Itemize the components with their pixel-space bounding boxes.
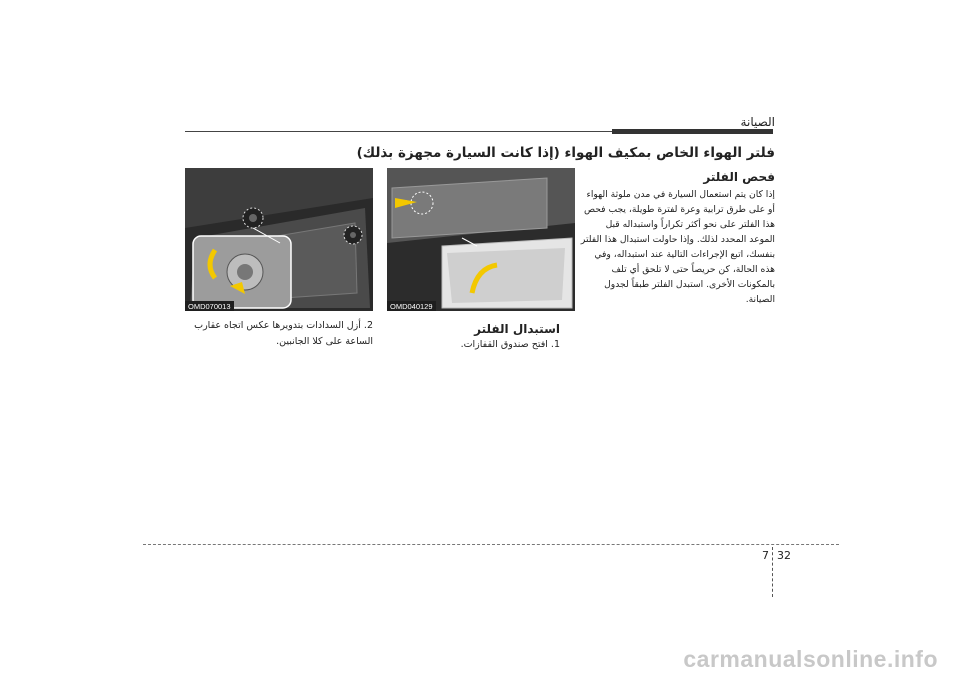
step-1-text: 1. افتح صندوق القفازات. <box>460 339 560 350</box>
image-code-label: OMD070013 <box>185 301 234 311</box>
photo-glovebox-open <box>387 168 575 311</box>
page-number-divider <box>772 547 773 597</box>
header-title: الصيانة <box>740 115 775 129</box>
filter-replace-heading: استبدال الفلتر <box>474 322 560 336</box>
glovebox-caps-illustration <box>185 168 373 311</box>
chapter-number: 7 <box>762 549 769 562</box>
glovebox-open-illustration <box>387 168 575 311</box>
filter-check-paragraph: إذا كان يتم استعمال السيارة في مدن ملوثة الهواء أو على طرق ترابية وعرة لفترة طويلة، يجب فحص هذا الفلتر على نحو أكثر تكراراً واستبداله قبل الموعد المحدد لذلك. وإذا حاولت استبدال هذا الفلتر بنفسك، اتبع الإجراءات التالية عند استبداله، وفي هذه الحالة، كن حريصاً حتى لا تلحق أي تلف بالمكونات الأخرى. استبدل الفلتر طبقاً لجدول الصيانة. <box>580 189 775 305</box>
footer-rule <box>143 544 839 545</box>
header-rule-accent <box>612 129 773 134</box>
image-code-label: OMD040129 <box>387 301 436 311</box>
photo-glovebox-caps <box>185 168 373 311</box>
page-number: 32 <box>777 549 791 562</box>
watermark: carmanualsonline.info <box>683 646 938 672</box>
step-2-text: 2. أزل السدادات بتدويرها عكس اتجاه عقارب الساعة على كلا الجانبين. <box>194 320 373 347</box>
section-title: فلتر الهواء الخاص بمكيف الهواء (إذا كانت السيارة مجهزة بذلك) <box>356 145 775 161</box>
filter-check-heading: فحص الفلتر <box>703 170 775 184</box>
